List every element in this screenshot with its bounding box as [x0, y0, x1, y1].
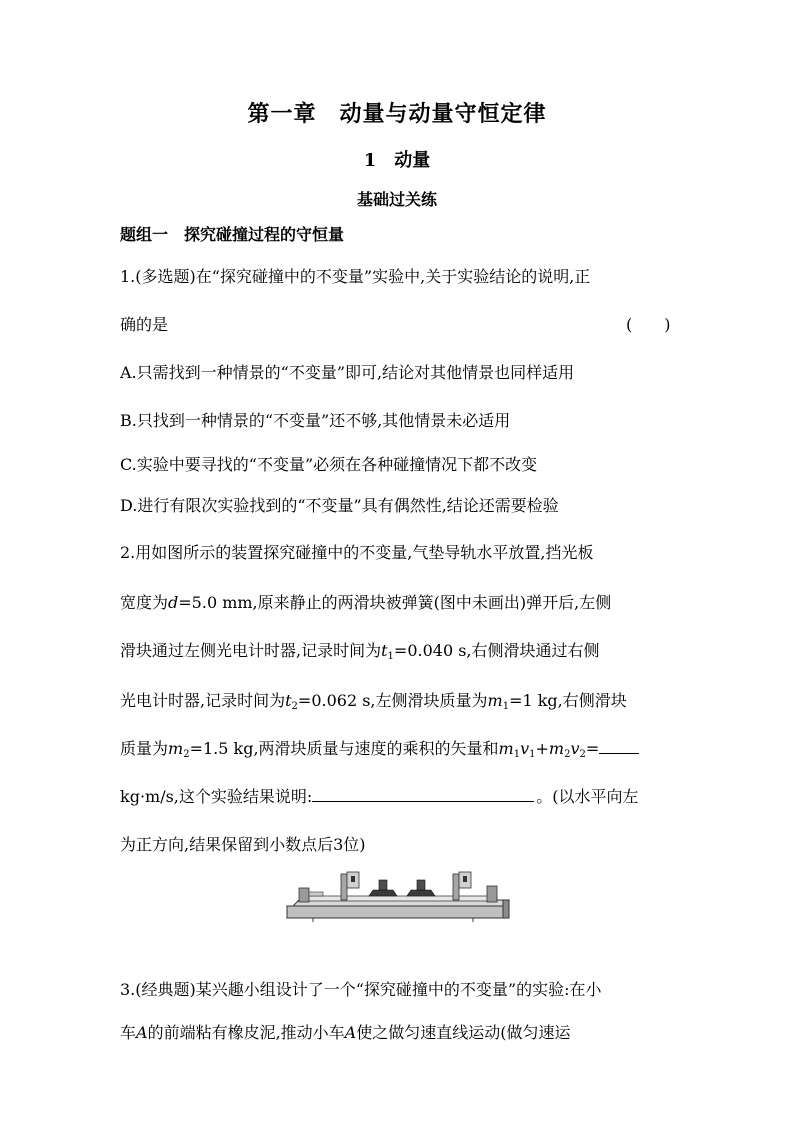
group-title: 题组一 探究碰撞过程的守恒量: [120, 225, 345, 244]
q1-stem-line2: 确的是: [120, 315, 169, 334]
q2-line2: 宽度为d=5.0 mm,原来静止的两滑块被弹簧(图中未画出)弹开后,左侧: [120, 593, 612, 612]
q2-line6: kg·m/s,这个实验结果说明: 。(以水平向左: [120, 787, 639, 806]
q2-line4: 光电计时器,记录时间为$t_2=0.062$ s,左侧滑块质量为$m_1=1$ kg,右侧滑块: [120, 691, 627, 712]
q2-line7: 为正方向,结果保留到小数点后3位): [120, 835, 366, 854]
q1-stem-line1: 1.(多选题)在“探究碰撞中的不变量”实验中,关于实验结论的说明,正: [120, 267, 591, 286]
q1-option-c: C.实验中要寻找的“不变量”必须在各种碰撞情况下都不改变: [120, 455, 538, 474]
q1-option-d: D.进行有限次实验找到的“不变量”具有偶然性,结论还需要检验: [120, 496, 559, 515]
section-title: 基础过关练: [356, 190, 437, 209]
q1-option-b: B.只找到一种情景的“不变量”还不够,其他情景未必适用: [120, 411, 511, 430]
q2-line1: 2.用如图所示的装置探究碰撞中的不变量,气垫导轨水平放置,挡光板: [120, 543, 594, 562]
q2-line5: 质量为$m_2=1.5$ kg,两滑块质量与速度的乘积的矢量和$m_1v_1+m_2v_2=$: [120, 736, 639, 760]
q3-line2: 车A的前端粘有橡皮泥,推动小车A使之做匀速直线运动(做匀速运: [120, 1023, 571, 1042]
lesson-title: 1 动量: [363, 150, 431, 171]
q2-answer-blank-1[interactable]: [599, 739, 639, 754]
chapter-title: 第一章 动量与动量守恒定律: [247, 101, 547, 127]
q3-line1: 3.(经典题)某兴趣小组设计了一个“探究碰撞中的不变量”的实验:在小: [120, 980, 602, 999]
q2-line3: 滑块通过左侧光电计时器,记录时间为$t_1=0.040$ s,右侧滑块通过右侧: [120, 641, 600, 662]
q1-option-a: A.只需找到一种情景的“不变量”即可,结论对其他情景也同样适用: [120, 363, 575, 382]
air-track-figure: [283, 868, 511, 928]
q2-answer-blank-2[interactable]: [312, 787, 534, 802]
q1-answer-paren: ( ): [626, 315, 671, 334]
